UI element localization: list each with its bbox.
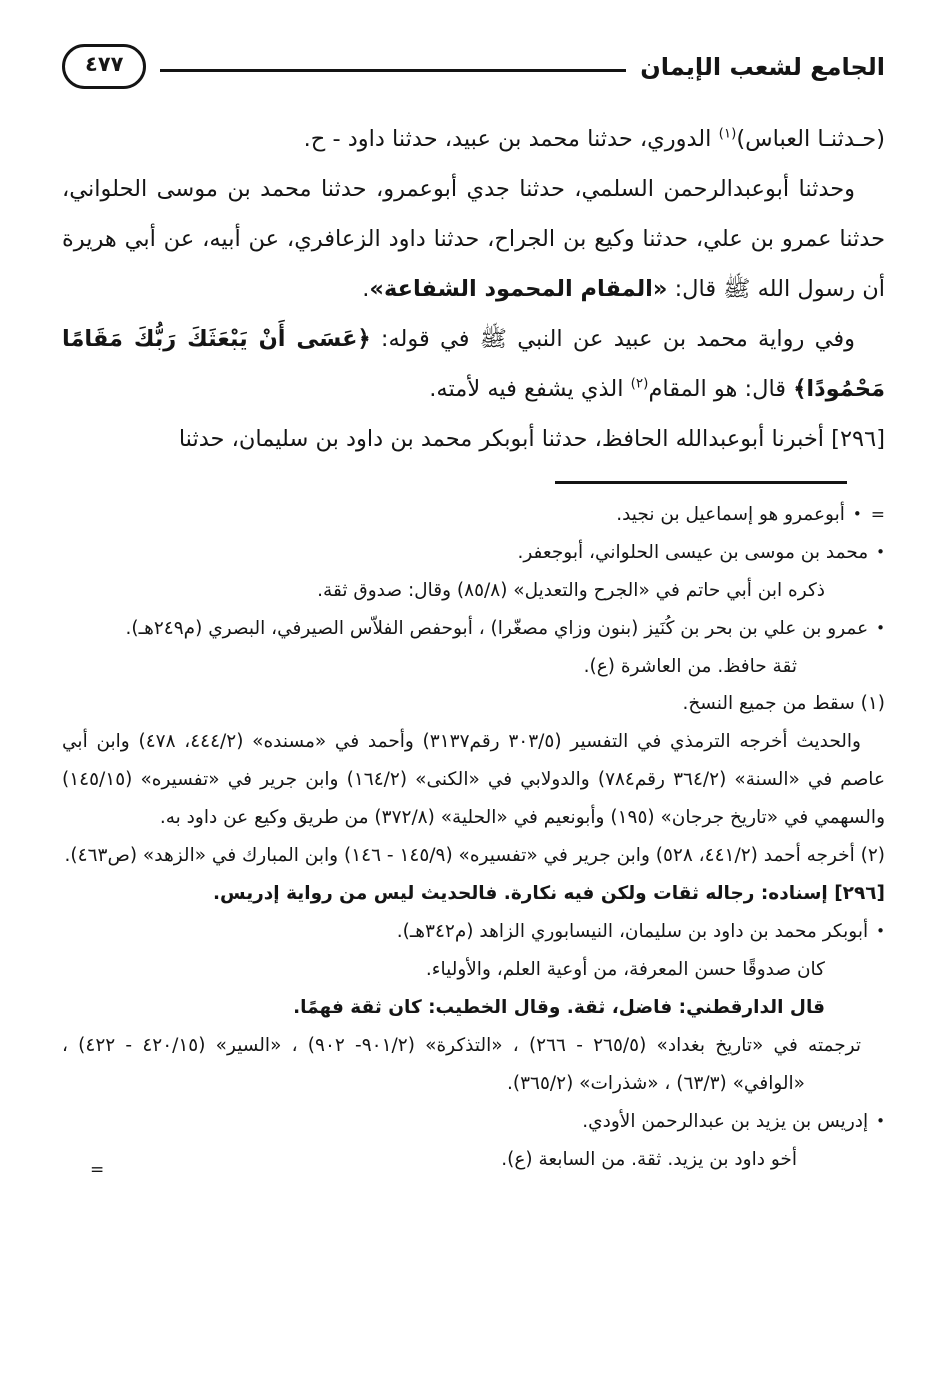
isnad-text: .: [362, 276, 370, 303]
footnote-text: أخو داود بن يزيد. ثقة. من السابعة (ع).: [501, 1148, 797, 1170]
bullet-icon: •: [876, 542, 885, 561]
isnad-text: (حـدثنـا العباس): [736, 126, 885, 153]
hadith-number: [٢٩٦]: [831, 425, 885, 452]
footnote-ref-1: (١): [718, 125, 737, 142]
footnote-thiqa-hafiz: [62, 648, 797, 686]
footnote-akhu-dawud: [62, 1141, 797, 1179]
paragraph-isnad-sulami: [62, 165, 885, 315]
hadith-quote: «المقام المحمود الشفاعة»: [369, 276, 668, 303]
bullet-icon: •: [852, 504, 862, 523]
footnote-text: كان صدوقًا حسن المعرفة، من أوعية العلم، والأولياء.: [425, 958, 825, 980]
footnote-text: إدريس بن يزيد بن عبدالرحمن الأودي.: [582, 1110, 869, 1132]
footnote-text: ترجمته في «تاريخ بغداد» (٢٦٥/٥ - ٢٦٦) ، «التذكرة» (٩٠١/٢- ٩٠٢) ، «السير» (٤٢٠/١٥ - ٤٢٢) ، «الوافي» (٦٣/٣) ، «شذرات» (٣٦٥/٢).: [62, 1034, 862, 1094]
isnad-text: أخبرنا أبوعبدالله الحافظ، حدثنا أبوبكر محمد بن داود بن سليمان، حدثنا: [178, 425, 832, 452]
footnote-muhammad-ibn-musa: [62, 534, 885, 572]
header-rule: [160, 69, 626, 72]
footnote-abu-amr: [62, 496, 885, 534]
footnote-1-saqata: [62, 685, 885, 723]
paragraph-riwaya-ibn-ubayd: [62, 315, 885, 415]
footnote-idris-ibn-yazid: [62, 1103, 885, 1141]
footnote-text: إسناده: رجاله ثقات ولكن فيه نكارة. فالحديث ليس من رواية إدريس.: [213, 883, 835, 905]
footnote-kana-saduqan: [62, 951, 825, 989]
page-number-badge: ٤٧٧: [62, 44, 146, 89]
quran-verse: ﴿عَسَى أَنْ يَبْعَثَكَ رَبُّكَ مَقَامًا مَحْمُودًا﴾: [62, 326, 885, 402]
footnote-text: عمرو بن علي بن بحر بن كُنَيز (بنون وزاي مصغّرا) ، أبوحفص الفلاّس الصيرفي، البصري (م٢٤٩هـ).: [125, 617, 869, 639]
narration-text: وفي رواية محمد بن عبيد عن النبي ﷺ في قوله:: [370, 326, 855, 353]
footnote-text: أبوبكر محمد بن داود بن سليمان، النيسابوري الزاهد (م٣٤٢هـ).: [396, 921, 869, 942]
continuation-mark-bottom: =: [90, 1159, 105, 1180]
footnote-abu-bakr-ibn-dawud: [62, 913, 885, 951]
narration-text: الذي يشفع فيه لأمته.: [429, 375, 631, 402]
footnote-amr-ibn-ali: [62, 610, 885, 648]
footnote-text: والحديث أخرجه الترمذي في التفسير (٣٠٣/٥ رقم٣١٣٧) وأحمد في «مسنده» (٤٤٤/٢، ٤٧٨) وابن أبي عاصم في «السنة» (٣٦٤/٢ رقم٧٨٤) والدولابي في «الكنى» (١٦٤/٢) وابن جرير في «تفسيره» (١٤٥/١٥) والسهمي في «تاريخ جرجان» (١٩٥) وأبونعيم في «الحلية» (٣٧٢/٨) من طريق وكيع عن داود به.: [62, 731, 885, 829]
footnote-2-akhrajahu-ahmad: [62, 837, 885, 875]
footnote-text: (٢) أخرجه أحمد (٤٤١/٢، ٥٢٨) وابن جرير في «تفسيره» (١٤٥/٩ - ١٤٦) وابن المبارك في «الزهد» (ص٤٦٣).: [64, 845, 885, 867]
paragraph-hadith-296: [62, 415, 885, 465]
footnote-ibn-abi-hatim: [62, 572, 825, 610]
footnote-text: محمد بن موسى بن عيسى الحلواني، أبوجعفر.: [517, 541, 869, 563]
footnote-separator: [555, 481, 847, 484]
footnote-ref-2: (٢): [630, 375, 649, 392]
page-header: [62, 44, 885, 89]
footnote-text: ذكره ابن أبي حاتم في «الجرح والتعديل» (٨٥/٨) وقال: صدوق ثقة.: [317, 579, 825, 601]
hadith-number: [٢٩٦]: [834, 883, 885, 905]
footnote-tarjama-sources: [62, 1027, 885, 1103]
footnote-text: ثقة حافظ. من العاشرة (ع).: [583, 655, 797, 677]
bullet-icon: •: [876, 922, 885, 940]
continuation-mark-top: =: [870, 504, 885, 525]
footnote-296-isnad-grading: [62, 875, 885, 913]
isnad-text: وحدثنا أبوعبدالرحمن السلمي، حدثنا جدي أبوعمرو، حدثنا محمد بن موسى الحلواني، حدثنا عمرو بن علي، حدثنا وكيع بن الجراح، حدثنا داود الزعافري، عن أبيه، عن أبي هريرة أن رسول الله ﷺ قال:: [62, 176, 885, 303]
bullet-icon: •: [876, 618, 885, 637]
book-title: الجامع لشعب الإيمان: [640, 52, 885, 81]
footnotes-section: [62, 496, 885, 1179]
isnad-text: الدوري، حدثنا محمد بن عبيد، حدثنا داود - ح.: [303, 126, 719, 153]
footnote-text: قال الدارقطني: فاضل، ثقة. وقال الخطيب: كان ثقة فهمًا.: [293, 996, 825, 1018]
paragraph-opening-isnad: [62, 115, 885, 165]
footnote-text: أبوعمرو هو إسماعيل بن نجيد.: [616, 503, 845, 525]
bullet-icon: •: [876, 1111, 885, 1130]
footnote-daraqutni-khatib: [62, 989, 825, 1027]
narration-text: قال: هو المقام: [648, 375, 794, 402]
footnote-text: (١) سقط من جميع النسخ.: [682, 693, 885, 715]
main-text: [62, 115, 885, 465]
footnote-takhrij-hadith: [62, 723, 885, 837]
